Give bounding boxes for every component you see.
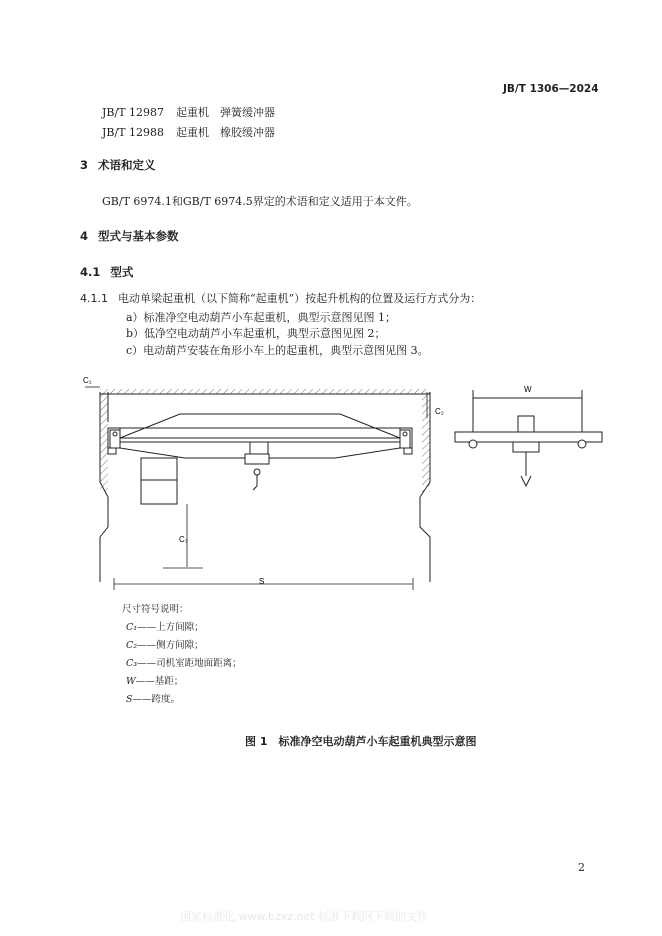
document-number: JB/T 1306—2024 [503, 83, 599, 95]
hoist-trolley [245, 442, 269, 490]
legend-symbol: W [126, 676, 136, 687]
section-3-body: GB/T 6974.1和GB/T 6974.5界定的术语和定义适用于本文件。 [102, 195, 418, 208]
dim-label-w: W [524, 385, 532, 394]
ref-title: 起重机 橡胶缓冲器 [176, 126, 276, 139]
watermark-text: 国家标准化 www.bzxz.net 标准下载网下载的文件 [180, 910, 429, 923]
legend-desc: ——侧方间隙； [137, 640, 204, 651]
ref-code: JB/T 12988 [102, 126, 165, 139]
ref-item [102, 104, 275, 120]
section-title: 型式与基本参数 [98, 229, 179, 243]
list-item: c）电动葫芦安装在角形小车上的起重机，典型示意图见图 3。 [126, 344, 429, 357]
legend-symbol: S [126, 694, 133, 705]
page-number: 2 [578, 861, 585, 874]
section-3-heading [80, 157, 156, 173]
section-number: 3 [80, 158, 89, 172]
building-wall-right [420, 392, 430, 582]
legend-desc: ——上方间隙； [137, 622, 204, 633]
section-number: 4.1 [80, 265, 101, 279]
legend-desc: ——基距； [135, 676, 184, 687]
building-wall-left [100, 392, 108, 582]
legend-item [126, 673, 183, 687]
ref-code: JB/T 12987 [102, 106, 165, 119]
list-item: b）低净空电动葫芦小车起重机，典型示意图见图 2； [126, 327, 386, 340]
legend-item [126, 619, 204, 633]
dim-label-c2: C₂ [435, 407, 444, 416]
ceiling [100, 389, 430, 394]
section-number: 4.1.1 [80, 292, 108, 305]
dim-label-c1: C₁ [83, 376, 92, 385]
operator-cab [141, 458, 177, 504]
section-title: 型式 [110, 265, 134, 279]
legend-item [126, 691, 180, 705]
legend-desc: ——跨度。 [132, 694, 181, 705]
section-4-1-1-paragraph [80, 290, 481, 306]
section-title: 术语和定义 [98, 158, 156, 172]
ref-title: 起重机 弹簧缓冲器 [176, 106, 276, 119]
dim-label-s: S [259, 577, 265, 586]
legend-symbol: C₃ [126, 658, 138, 669]
list-item: a）标准净空电动葫芦小车起重机，典型示意图见图 1； [126, 311, 397, 324]
end-carriage-right [400, 430, 410, 448]
legend-title: 尺寸符号说明： [122, 604, 189, 615]
section-4-heading [80, 228, 179, 244]
legend-item [126, 655, 242, 669]
section-4-1-heading [80, 264, 133, 280]
section-number: 4 [80, 229, 89, 243]
legend-symbol: C₂ [126, 640, 138, 651]
end-carriage-left [110, 430, 120, 448]
legend-desc: ——司机室距地面距离； [137, 658, 242, 669]
figure-caption: 图 1 标准净空电动葫芦小车起重机典型示意图 [245, 735, 477, 748]
dim-label-c3: C₃ [179, 535, 189, 544]
ref-item [102, 124, 275, 140]
legend-symbol: C₁ [126, 622, 138, 633]
paragraph-text: 电动单梁起重机（以下简称“起重机”）按起升机构的位置及运行方式分为： [118, 292, 482, 305]
side-view [455, 390, 602, 486]
crane-diagram [75, 372, 615, 598]
legend-item [126, 637, 204, 651]
